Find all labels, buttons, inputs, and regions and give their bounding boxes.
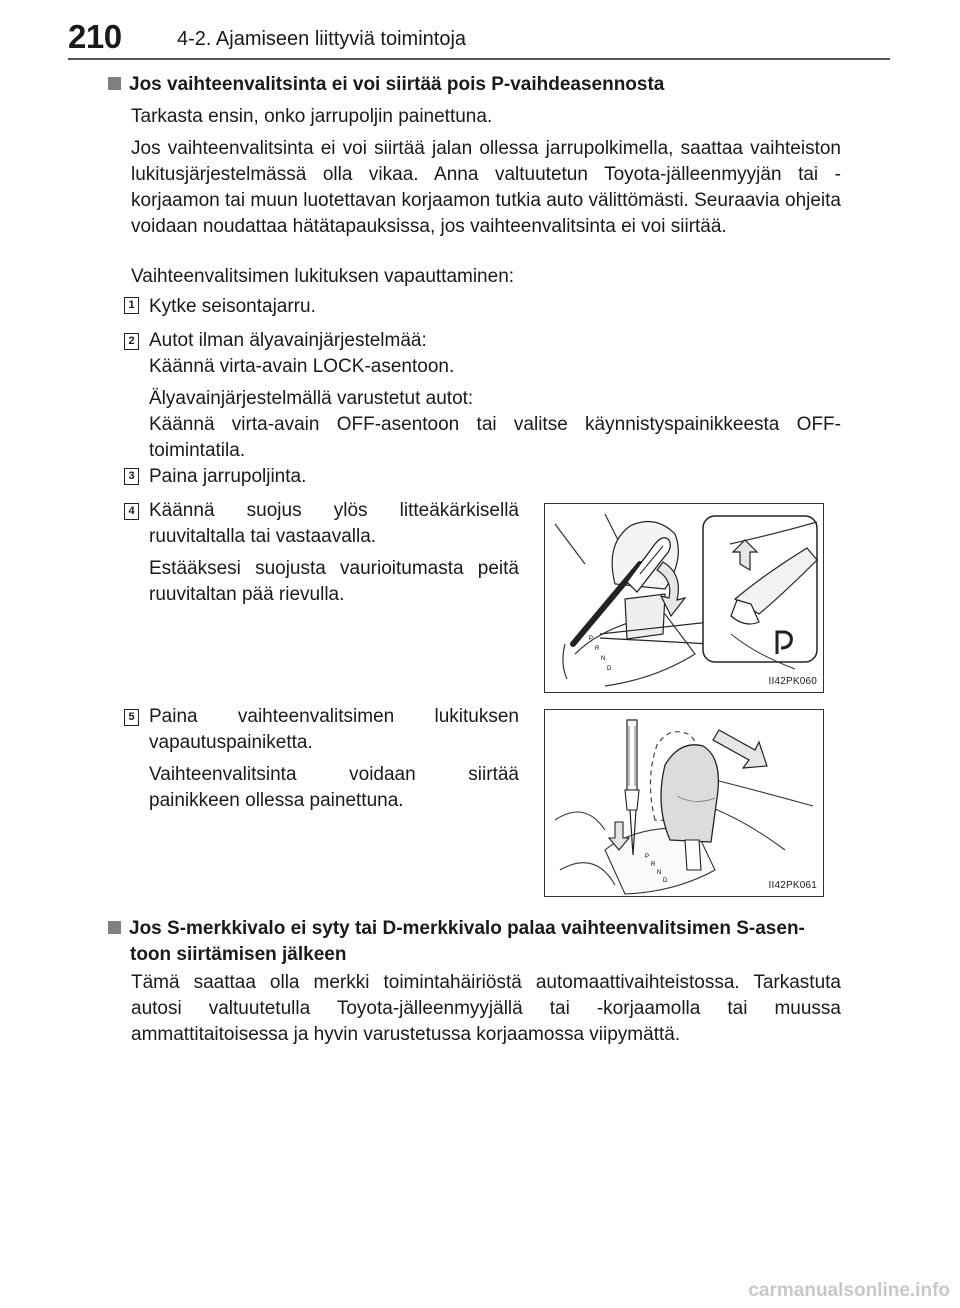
svg-text:R: R [595,646,600,652]
figure-code: II42PK061 [768,880,817,891]
figure-screwdriver-cover [544,503,824,693]
shift-lock-release-illustration [545,710,823,896]
step-number-1: 1 [124,297,139,314]
step-2-line-1: Autot ilman älyavainjärjestelmää: [149,330,427,351]
svg-text:R: R [651,862,656,868]
page-header [0,0,960,62]
step-1-text: Kytke seisontajarru. [149,296,316,317]
paragraph-check-brake: Tarkasta ensin, onko jarrupoljin painettuna. [131,106,493,127]
section-heading-line-1: Jos S-merkkivalo ei syty tai D-merkkivalo palaa vaihteenvalitsimen S-asen- [108,916,868,942]
page-number: 210 [68,18,122,55]
section-heading-p-lock [108,72,868,98]
step-number-2: 2 [124,333,139,350]
square-bullet-icon [108,921,121,934]
step-3-text: Paina jarrupoljinta. [149,466,307,487]
svg-text:D: D [663,878,668,884]
paragraph-release-intro: Vaihteenvalitsimen lukituksen vapauttaminen: [131,266,515,287]
step-5-text: Paina vaihteenvalitsimen lukituksen vapautuspainiketta. [149,706,519,753]
paragraph-transmission-fault: Tämä saattaa olla merkki toimintahäiriöstä automaattivaihteistossa. Tarkastuta autosi valtuutetulla Toyota-jälleenmyyjällä tai -korjaamolla tai muussa ammattitaitoisessa ja hyvin varustetussa korjaamossa viipymättä. [131,972,841,1045]
step-2-line-3: Älyavainjärjestelmällä varustetut autot: [149,388,474,409]
step-number-5: 5 [124,709,139,726]
section-heading-s-light [108,916,868,968]
paragraph-lock-fault: Jos vaihteenvalitsinta ei voi siirtää jalan ollessa jarrupolkimella, saattaa vaihteiston lukitusjärjestelmässä olla vikaa. Anna valtuutetun Toyota-jälleenmyyjän tai -korjaamon tai muun luotettavan korjaamon tutkia auto välittömästi. Seuraavia ohjeita voidaan noudattaa hätätapauksissa, jos vaihteenvalitsinta ei voi siirtää. [131,138,841,237]
figure-code: II42PK060 [768,676,817,687]
chapter-title: 4-2. Ajamiseen liittyviä toimintoja [177,28,467,50]
svg-text:D: D [607,666,612,672]
step-5-note: Vaihteenvalitsinta voidaan siirtää painikkeen ollessa painettuna. [149,764,519,811]
step-2-line-4: Käännä virta-avain OFF-asentoon tai valitse käynnistyspainikkeesta OFF-toimintatila. [149,414,841,461]
svg-text:P: P [645,854,650,860]
step-4-text: Käännä suojus ylös litteäkärkisellä ruuvitaltalla tai vastaavalla. [149,500,519,547]
section-heading-text: Jos vaihteenvalitsinta ei voi siirtää pois P-vaihdeasennosta [129,74,665,95]
svg-text:N: N [601,656,606,662]
figure-release-button [544,709,824,897]
square-bullet-icon [108,77,121,90]
shift-lever-cover-illustration [545,504,823,692]
section-heading-line-2: toon siirtämisen jälkeen [130,944,347,965]
header-divider [68,58,890,60]
svg-text:P: P [589,636,594,642]
step-2-line-2: Käännä virta-avain LOCK-asentoon. [149,356,455,377]
svg-text:N: N [657,870,662,876]
step-4-note: Estääksesi suojusta vaurioitumasta peitä ruuvitaltan pää rievulla. [149,558,519,605]
step-number-4: 4 [124,503,139,520]
footer-watermark: carmanualsonline.info [748,1280,950,1301]
step-number-3: 3 [124,468,139,485]
